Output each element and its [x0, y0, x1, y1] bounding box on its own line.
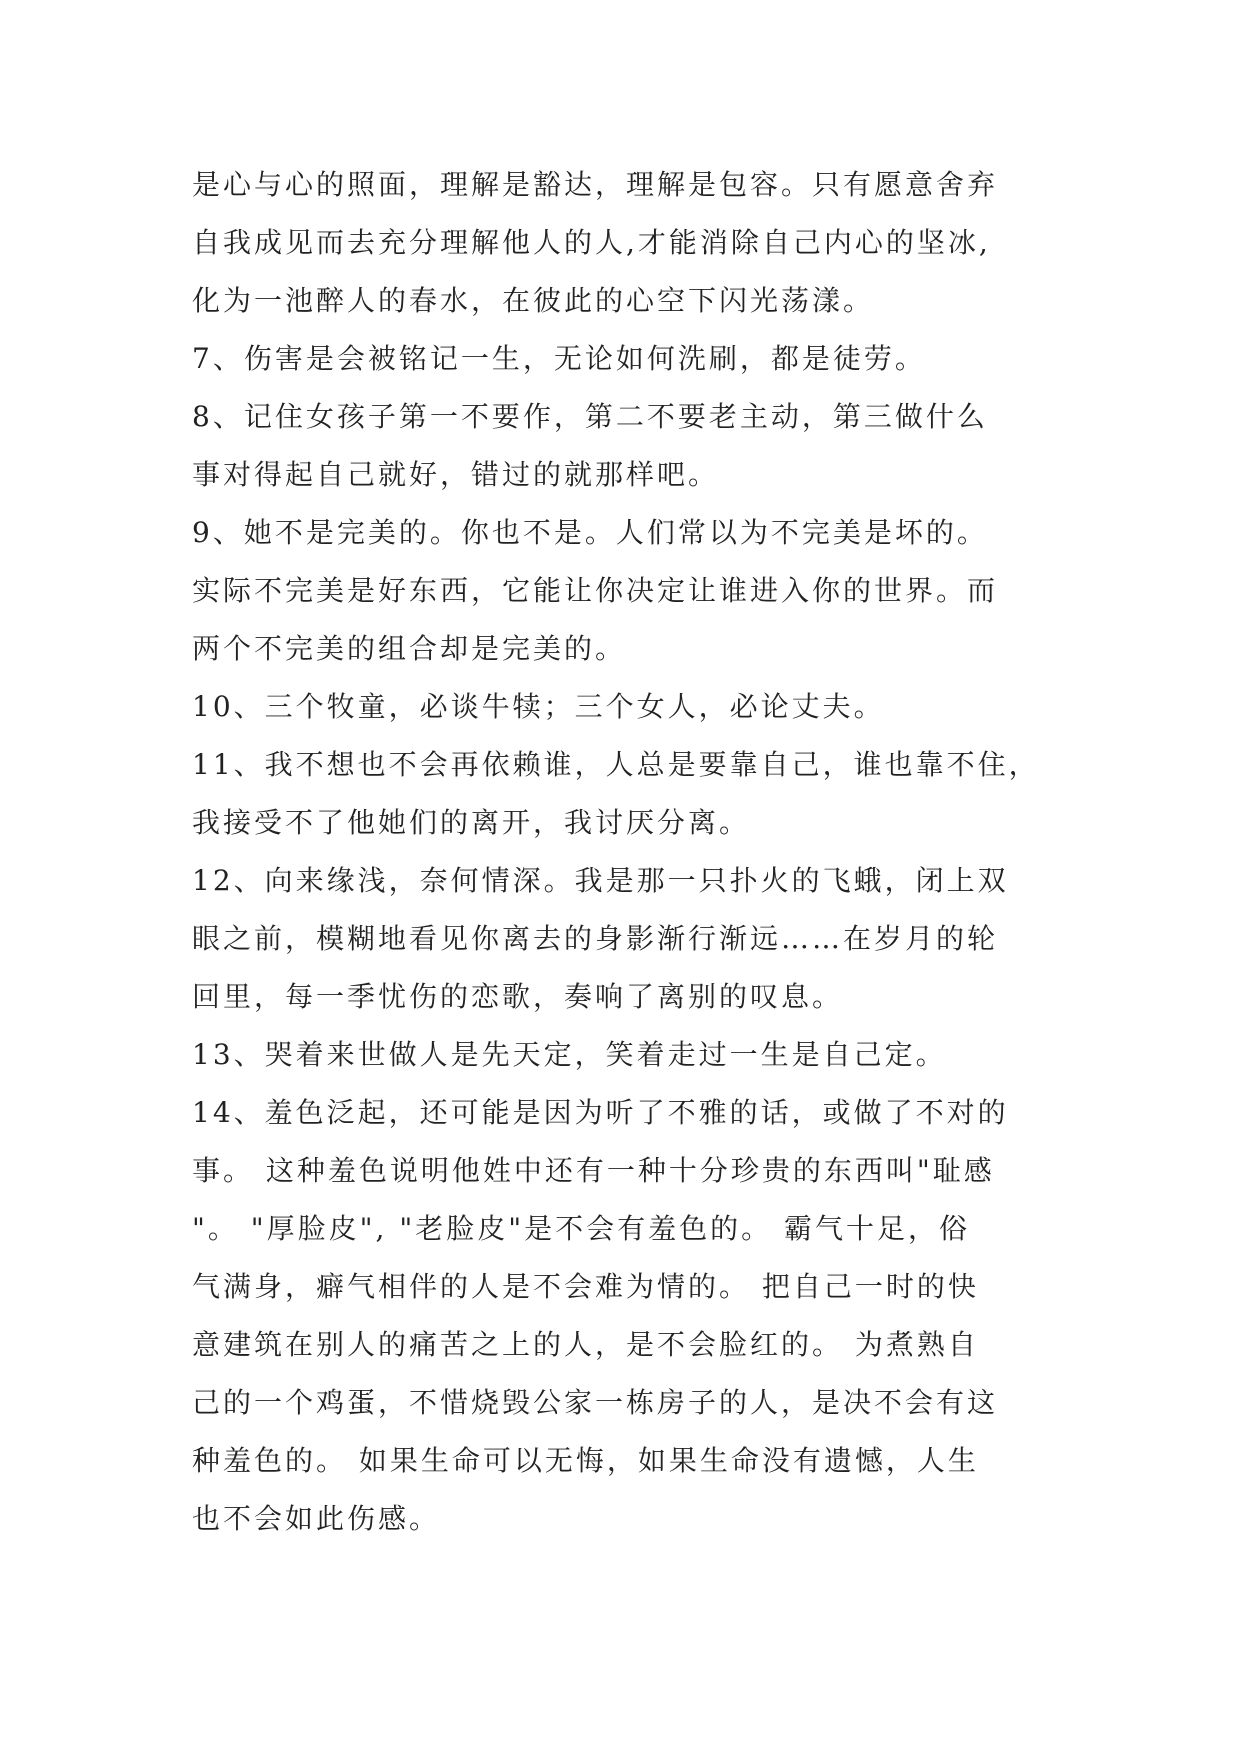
text-line: 7、伤害是会被铭记一生，无论如何洗刷，都是徒劳。 [192, 342, 926, 375]
text-line: 10、三个牧童，必谈牛犊；三个女人，必论丈夫。 [192, 690, 885, 723]
text-line: 自我成见而去充分理解他人的人,才能消除自己内心的坚冰, [192, 226, 991, 259]
text-line: 化为一池醉人的春水，在彼此的心空下闪光荡漾。 [192, 284, 875, 317]
text-line: "。 "厚脸皮", "老脸皮"是不会有羞色的。 霸气十足，俗 [192, 1212, 970, 1245]
text-line: 11、我不想也不会再依赖谁，人总是要靠自己，谁也靠不住， [192, 748, 1040, 781]
text-line: 也不会如此伤感。 [192, 1502, 441, 1535]
text-line: 眼之前，模糊地看见你离去的身影渐行渐远……在岁月的轮 [192, 922, 999, 955]
text-line: 回里，每一季忧伤的恋歌，奏响了离别的叹息。 [192, 980, 844, 1013]
text-line: 意建筑在别人的痛苦之上的人，是不会脸红的。 为煮熟自 [192, 1328, 979, 1361]
text-line: 我接受不了他她们的离开，我讨厌分离。 [192, 806, 751, 839]
text-line: 两个不完美的组合却是完美的。 [192, 632, 627, 665]
text-line: 8、记住女孩子第一不要作，第二不要老主动，第三做什么 [192, 400, 988, 433]
text-line: 己的一个鸡蛋，不惜烧毁公家一栋房子的人，是决不会有这 [192, 1386, 999, 1419]
text-line: 9、她不是完美的。你也不是。人们常以为不完美是坏的。 [192, 516, 988, 549]
text-line: 事。 这种羞色说明他姓中还有一种十分珍贵的东西叫"耻感 [192, 1154, 995, 1187]
text-line: 气满身，癖气相伴的人是不会难为情的。 把自己一时的快 [192, 1270, 979, 1303]
text-line: 12、向来缘浅，奈何情深。我是那一只扑火的飞蛾，闭上双 [192, 864, 1009, 897]
text-line: 13、哭着来世做人是先天定，笑着走过一生是自己定。 [192, 1038, 947, 1071]
text-line: 是心与心的照面，理解是豁达，理解是包容。只有愿意舍弃 [192, 168, 999, 201]
text-line: 种羞色的。 如果生命可以无悔，如果生命没有遗憾，人生 [192, 1444, 979, 1477]
text-line: 14、羞色泛起，还可能是因为听了不雅的话，或做了不对的 [192, 1096, 1009, 1129]
text-line: 事对得起自己就好，错过的就那样吧。 [192, 458, 720, 491]
text-line: 实际不完美是好东西，它能让你决定让谁进入你的世界。而 [192, 574, 999, 607]
